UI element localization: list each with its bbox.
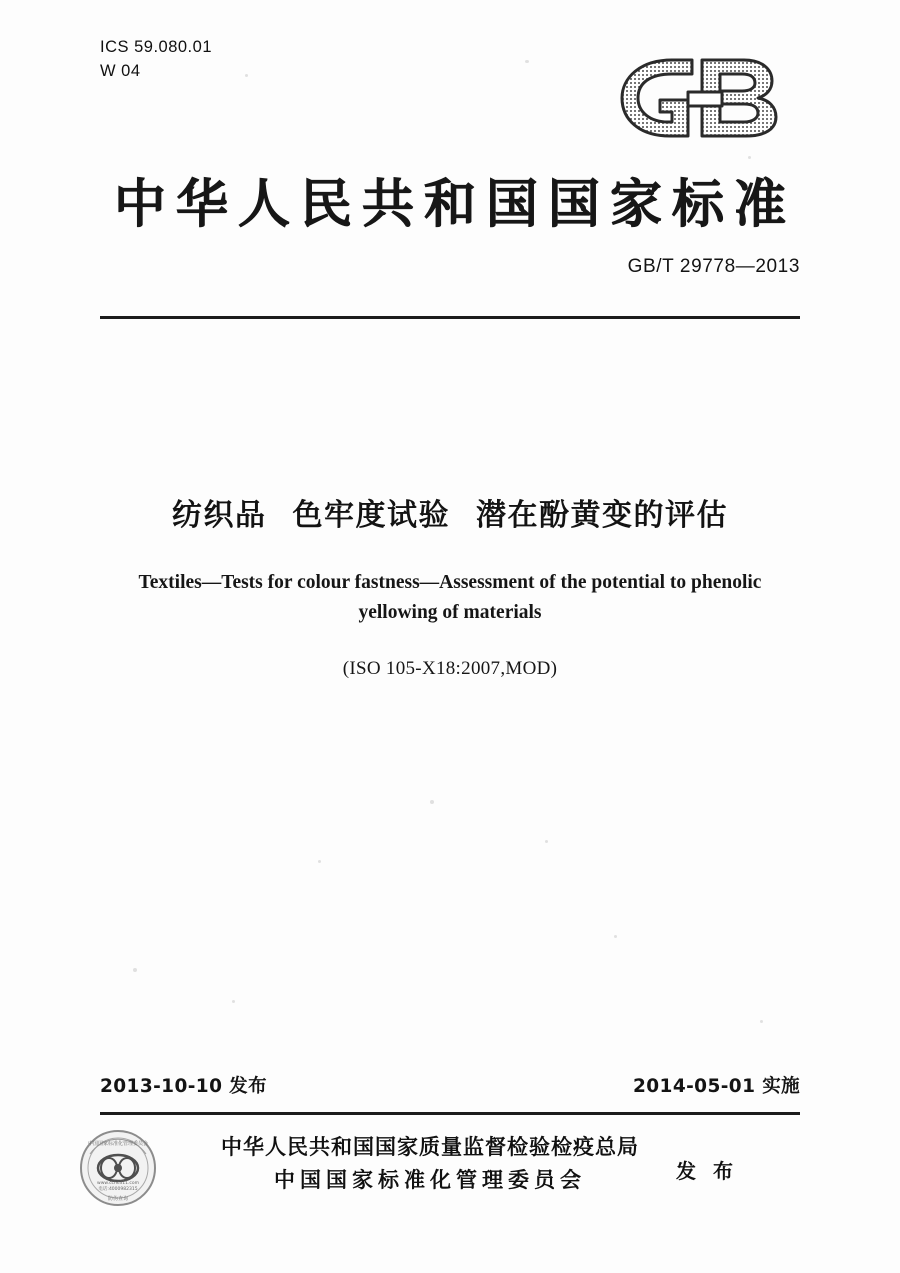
iso-reference: (ISO 105-X18:2007,MOD) bbox=[342, 658, 558, 679]
svg-text:www.cchc311.com: www.cchc311.com bbox=[97, 1181, 139, 1186]
scan-speck bbox=[232, 1000, 235, 1003]
header-divider bbox=[100, 316, 800, 319]
publisher-line-2: 中国国家标准化管理委员会 bbox=[274, 1167, 586, 1192]
publish-verb: 发 布 bbox=[676, 1159, 738, 1183]
ics-classification-block bbox=[100, 36, 212, 84]
publisher-block bbox=[190, 1131, 670, 1196]
scan-speck bbox=[760, 1020, 763, 1023]
document-title-en bbox=[130, 568, 770, 628]
standard-number: GB/T 29778—2013 bbox=[627, 256, 800, 277]
scan-speck bbox=[545, 840, 548, 843]
implementation-date: 2014-05-01 实施 bbox=[633, 1076, 800, 1097]
svg-text:防伪查询: 防伪查询 bbox=[107, 1196, 129, 1202]
scan-speck bbox=[614, 935, 617, 938]
cover-header bbox=[100, 36, 800, 166]
scan-speck bbox=[430, 800, 434, 804]
title-cn-part1: 纺织品 bbox=[172, 498, 267, 533]
ccs-code: W 04 bbox=[100, 61, 141, 80]
ics-code: ICS 59.080.01 bbox=[100, 38, 212, 56]
publisher-line-1: 中华人民共和国国家质量监督检验检疫总局 bbox=[221, 1135, 639, 1159]
national-standard-title: 中华人民共和国国家标准 bbox=[113, 175, 796, 235]
gb-logo bbox=[610, 50, 800, 142]
title-cn-part3: 潜在酚黄变的评估 bbox=[476, 498, 728, 533]
title-en-line2: yellowing of materials bbox=[358, 602, 542, 624]
footer-divider bbox=[100, 1112, 800, 1115]
scan-speck bbox=[318, 860, 321, 863]
title-cn-part2: 色牢度试验 bbox=[292, 498, 450, 533]
document-title-cn bbox=[0, 490, 900, 534]
title-en-line1: Textiles—Tests for colour fastness—Assessment of the potential to phenolic bbox=[138, 572, 762, 593]
issue-date: 2013-10-10 发布 bbox=[100, 1076, 267, 1097]
svg-text:电话:4000982315: 电话:4000982315 bbox=[98, 1187, 138, 1192]
anti-counterfeit-seal bbox=[78, 1128, 158, 1208]
svg-text:中国国家标准化管理委员会: 中国国家标准化管理委员会 bbox=[87, 1141, 149, 1147]
scan-speck bbox=[133, 968, 137, 972]
